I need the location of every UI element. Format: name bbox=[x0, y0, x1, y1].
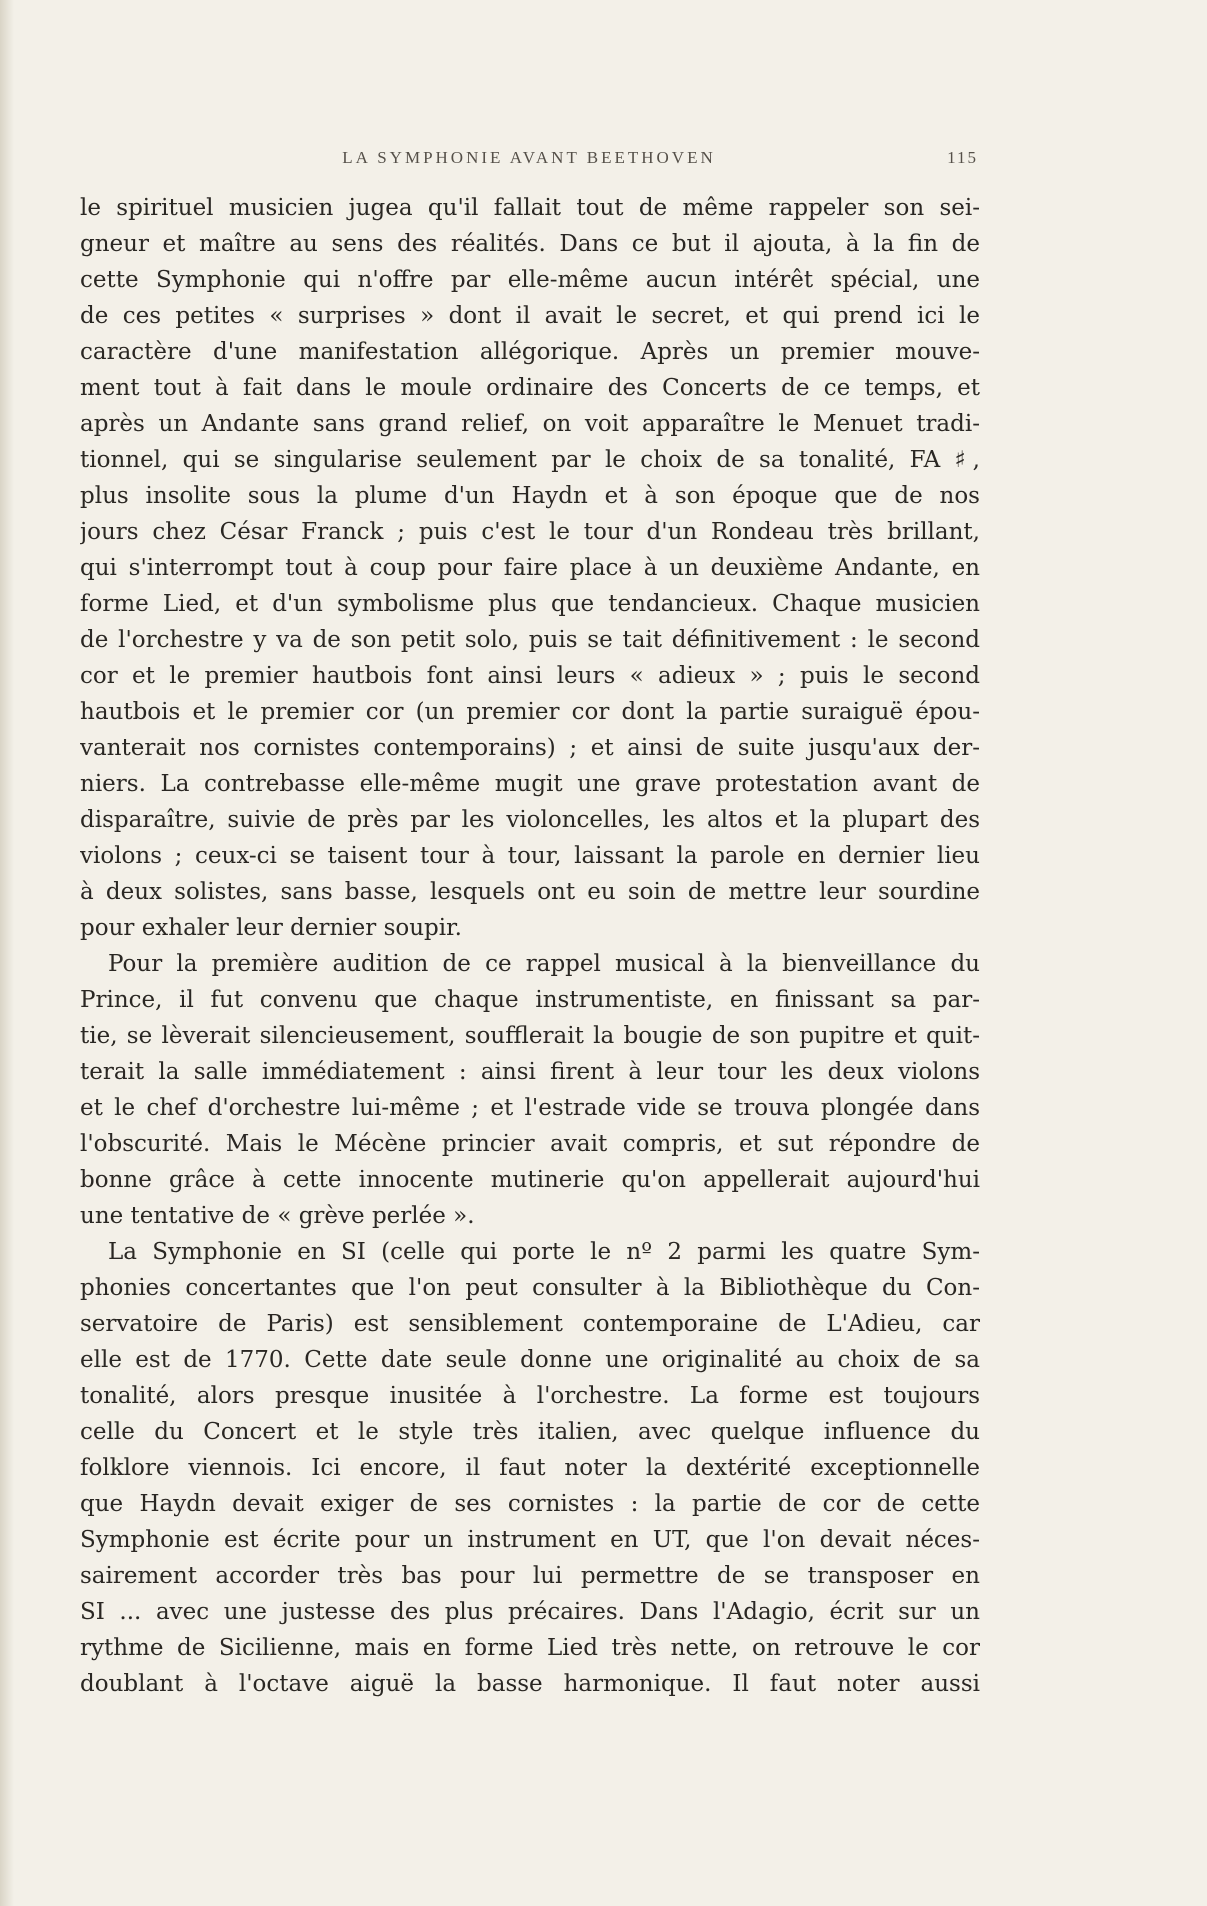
text-line: sairement accorder très bas pour lui permettre de se transposer en bbox=[80, 1563, 980, 1589]
text-line: que Haydn devait exiger de ses cornistes : la partie de cor de cette bbox=[80, 1491, 980, 1517]
text-line: tie, se lèverait silencieusement, soufflerait la bougie de son pupitre et quit- bbox=[80, 1023, 980, 1049]
page-edge-shadow bbox=[0, 0, 14, 1906]
text-line: disparaître, suivie de près par les violoncelles, les altos et la plupart des bbox=[80, 807, 980, 833]
text-line: bonne grâce à cette innocente mutinerie qu'on appellerait aujourd'hui bbox=[80, 1167, 980, 1193]
page-header bbox=[78, 148, 980, 172]
text-line: rythme de Sicilienne, mais en forme Lied très nette, on retrouve le cor bbox=[80, 1635, 980, 1661]
text-line: forme Lied, et d'un symbolisme plus que tendancieux. Chaque musicien bbox=[80, 591, 980, 617]
text-line: de l'orchestre y va de son petit solo, puis se tait définitivement : le second bbox=[80, 627, 980, 653]
text-line: hautbois et le premier cor (un premier cor dont la partie suraiguë épou- bbox=[80, 699, 980, 725]
text-line: jours chez César Franck ; puis c'est le tour d'un Rondeau très brillant, bbox=[80, 519, 980, 545]
text-line: Prince, il fut convenu que chaque instrumentiste, en finissant sa par- bbox=[80, 987, 980, 1013]
text-line: de ces petites « surprises » dont il avait le secret, et qui prend ici le bbox=[80, 303, 980, 329]
text-line: à deux solistes, sans basse, lesquels ont eu soin de mettre leur sourdine bbox=[80, 879, 980, 905]
text-line: doublant à l'octave aiguë la basse harmonique. Il faut noter aussi bbox=[80, 1671, 980, 1697]
text-line: niers. La contrebasse elle-même mugit une grave protestation avant de bbox=[80, 771, 980, 797]
text-line: Symphonie est écrite pour un instrument en UT, que l'on devait néces- bbox=[80, 1527, 980, 1553]
page-number: 115 bbox=[947, 148, 978, 167]
text-line: caractère d'une manifestation allégorique. Après un premier mouve- bbox=[80, 339, 980, 365]
text-line: pour exhaler leur dernier soupir. bbox=[80, 915, 462, 941]
text-line: et le chef d'orchestre lui-même ; et l'estrade vide se trouva plongée dans bbox=[80, 1095, 980, 1121]
text-line: tonalité, alors presque inusitée à l'orchestre. La forme est toujours bbox=[80, 1383, 980, 1409]
text-line: servatoire de Paris) est sensiblement contemporaine de L'Adieu, car bbox=[80, 1311, 980, 1337]
text-line: qui s'interrompt tout à coup pour faire place à un deuxième Andante, en bbox=[80, 555, 980, 581]
text-line: plus insolite sous la plume d'un Haydn et à son époque que de nos bbox=[80, 483, 980, 509]
text-line: tionnel, qui se singularise seulement par le choix de sa tonalité, FA ♯, bbox=[80, 447, 980, 473]
text-line: vanterait nos cornistes contemporains) ; et ainsi de suite jusqu'aux der- bbox=[80, 735, 980, 761]
text-line: après un Andante sans grand relief, on voit apparaître le Menuet tradi- bbox=[80, 411, 980, 437]
text-line: cor et le premier hautbois font ainsi leurs « adieux » ; puis le second bbox=[80, 663, 980, 689]
text-line: La Symphonie en SI (celle qui porte le nº 2 parmi les quatre Sym- bbox=[108, 1239, 980, 1265]
text-line: phonies concertantes que l'on peut consulter à la Bibliothèque du Con- bbox=[80, 1275, 980, 1301]
text-line: le spirituel musicien jugea qu'il fallait tout de même rappeler son sei- bbox=[80, 195, 980, 221]
text-line: l'obscurité. Mais le Mécène princier avait compris, et sut répondre de bbox=[80, 1131, 980, 1157]
text-line: gneur et maître au sens des réalités. Dans ce but il ajouta, à la fin de bbox=[80, 231, 980, 257]
text-line: terait la salle immédiatement : ainsi firent à leur tour les deux violons bbox=[80, 1059, 980, 1085]
text-line: cette Symphonie qui n'offre par elle-même aucun intérêt spécial, une bbox=[80, 267, 980, 293]
body-text bbox=[80, 190, 980, 1702]
text-line: Pour la première audition de ce rappel musical à la bienveillance du bbox=[108, 951, 980, 977]
text-line: celle du Concert et le style très italien, avec quelque influence du bbox=[80, 1419, 980, 1445]
text-line: violons ; ceux-ci se taisent tour à tour, laissant la parole en dernier lieu bbox=[80, 843, 980, 869]
text-line: une tentative de « grève perlée ». bbox=[80, 1203, 475, 1229]
running-title: LA SYMPHONIE AVANT BEETHOVEN bbox=[342, 148, 716, 167]
text-line: ment tout à fait dans le moule ordinaire des Concerts de ce temps, et bbox=[80, 375, 980, 401]
text-line: SI ... avec une justesse des plus précaires. Dans l'Adagio, écrit sur un bbox=[80, 1599, 980, 1625]
text-line: folklore viennois. Ici encore, il faut noter la dextérité exceptionnelle bbox=[80, 1455, 980, 1481]
text-line: elle est de 1770. Cette date seule donne une originalité au choix de sa bbox=[80, 1347, 980, 1373]
